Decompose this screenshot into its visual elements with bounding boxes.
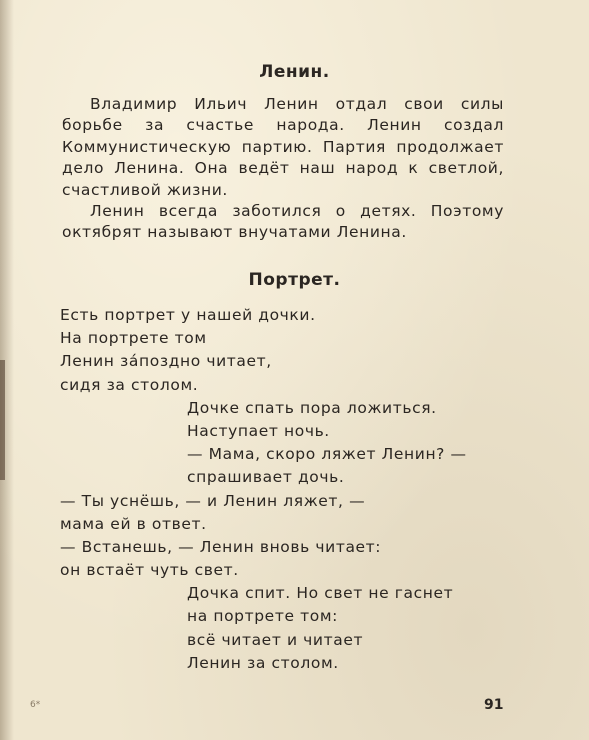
poem-line: — Мама, скоро ляжет Ленин? — [187,445,467,464]
poem-line: — Встанешь, — Ленин вновь читает: [60,537,382,556]
poem-line: мама ей в ответ. [60,514,207,533]
poem-line: Дочка спит. Но свет не гаснет [187,584,454,603]
article-body [62,94,504,244]
article-title: Ленин. [259,62,330,82]
poem-title: Портрет. [248,270,341,290]
poem-line: на портрете том: [187,607,338,626]
poem-line: — Ты уснёшь, — и Ленин ляжет, — [60,491,366,510]
poem-body [60,304,520,675]
poem-line: Дочке спать пора ложиться. [187,398,437,417]
poem-line: всё читает и читает [187,630,364,649]
poem-line: Наступает ночь. [187,421,330,440]
poem-line: он встаёт чуть свет. [60,561,239,580]
binding-mark [0,360,5,480]
article-paragraph: Владимир Ильич Ленин отдал свои силы борьбе за счастье народа. Ленин создал Коммунистическую партию. Партия продолжает дело Ленина. Она ведёт наш народ к светлой, счастливой жизни. [62,95,504,199]
poem-line: Ленин за́поздно читает, [60,352,272,371]
poem-line: Есть портрет у нашей дочки. [60,306,316,324]
poem-line: Ленин за столом. [187,653,339,672]
poem-line: На портрете том [60,329,207,348]
poem-line: спрашивает дочь. [187,468,345,487]
signature-mark: 6* [30,700,41,710]
page-number: 91 [484,697,504,713]
article-paragraph: Ленин всегда заботился о детях. Поэтому октябрят называют внучатами Ленина. [62,202,504,242]
poem-line: сидя за столом. [60,375,199,394]
